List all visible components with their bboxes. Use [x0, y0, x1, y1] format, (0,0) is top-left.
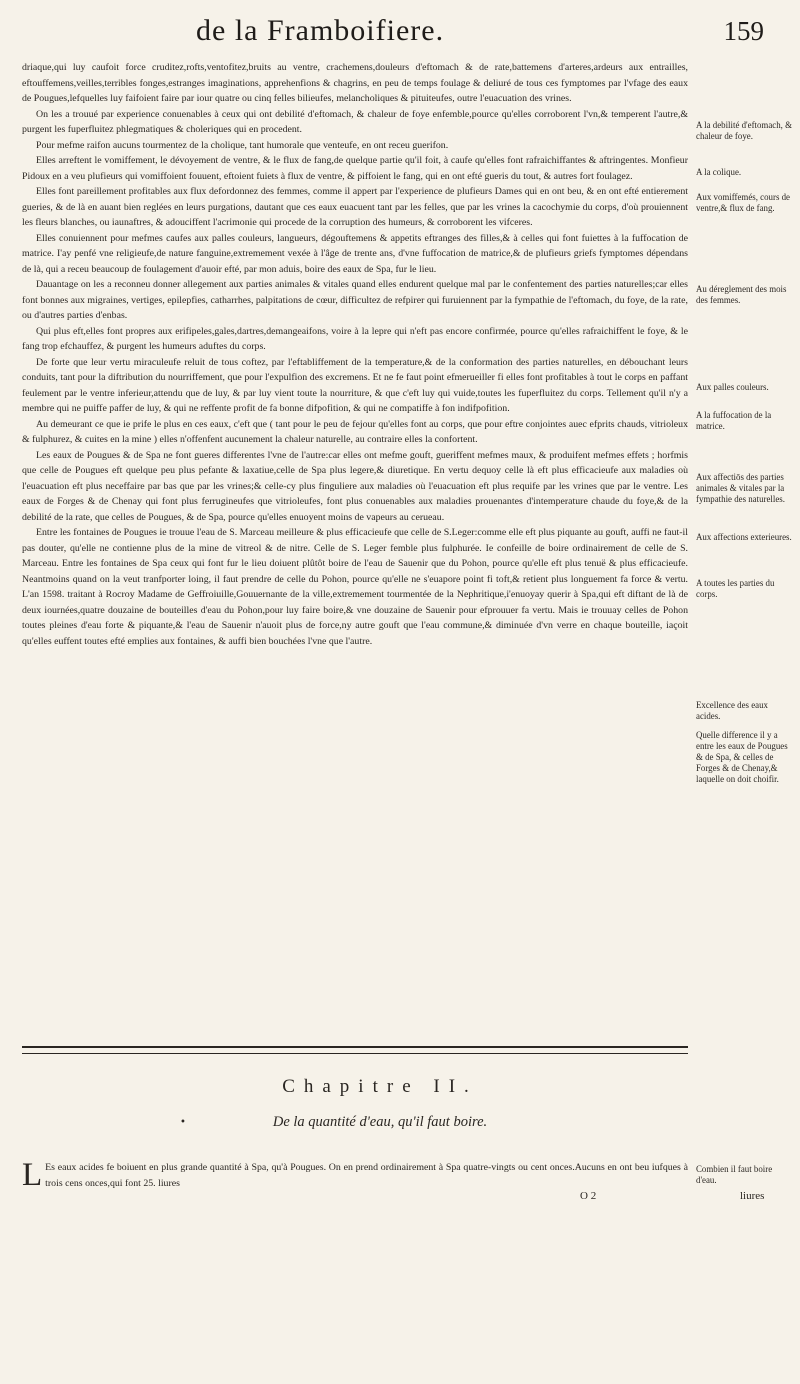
paragraph: driaque,qui luy caufoit force cruditez,rofts,ventofitez,bruits au ventre, crachemens,douleurs d'eftomach & de rate,battemens d'arteres,ardeurs aux entrailles, eftouffemens,veilles,terribles fonges,estranges imaginations, apprehenfions & chagrins, en peu de temps foulage & deliuré de tous ces fymptomes par l'vfage des eaux de Pougues,lefquelles luy faifoient faire par iour quatre ou cinq felles bilieufes, melancholiques & pituiteufes, outre l'euacuation des vrines.	[22, 62, 688, 104]
chapter-subtitle: De la quantité d'eau, qu'il faut boire.	[272, 1114, 488, 1130]
running-title: de la Framboifiere.	[196, 14, 445, 47]
paragraph: Elles conuiennent pour mefmes caufes aux palles couleurs, langueurs, dégouftemens & appetits eftranges des filles,& à celles qui font fuiettes à la fuffocation de matrice. I'ay penfé vne religieufe,de nature fanguine,extremement vexée à l'âge de trente ans, d'vne fuffocation de matrice,& de plufieurs griefs fymptomes dépendans de là, qui a receu beaucoup de foulagement d'auoir efté, par mon aduis, boire des eaux de Spa, fur le lieu.	[22, 232, 688, 275]
paragraph: Elles font pareillement profitables aux flux defordonnez des femmes, comme il appert par l'experience de plufieurs Dames qui en ont beu, & en ont efté entierement gueries, & de là en auant bien reglées en leurs purgations, dautant que ces eaux euacuent tant par les felles, que par les vrines la cacochymie du corps, d'où prouiennent les fleurs blanches, ou iaunaftres, & adouciffent l'acrimonie qui procede de la corruption des humeurs, & corroborent les vifceres.	[22, 186, 688, 228]
margin-note: Quelle difference il y a entre les eaux de Pougues & de Spa, & celles de Forges & de Chenay,& laquelle on doit choifir.	[696, 730, 788, 784]
page-number: 159	[723, 16, 764, 46]
margin-note: Combien il faut boire d'eau.	[696, 1164, 773, 1185]
margin-note: Aux vomiffemés, cours de ventre,& flux de fang.	[696, 192, 790, 213]
paragraph: De forte que leur vertu miraculeufe reluit de tous coftez, par l'eftabliffement de la temperature,& de la conformation des parties naturelles, en débouchant leurs conduits, tant pour la diftribution du nourriffement, que pour l'expulfion des excremens. Et ne fe faut point efmerueiller fi elles font profitables à tout le corps en paffant feulement par le ventre inferieur,attendu que de luy, & par luy vient toute la nourriture, & que c'eft luy qui vuide,toutes les fuperfluitez du corps. Tellement qu'il n'y a membre qui ne puiffe paffer de luy, & qui ne reffente profit de fa bonne difpofition, & qui ne compatiffe à fon indifpofition.	[22, 356, 688, 414]
paragraph: Entre les fontaines de Pougues ie trouue l'eau de S. Marceau meilleure & plus efficacieufe que celle de S.Leger:comme elle eft plus piquante au gouft, auffi ne faut-il pas douter, qu'elle ne contienne plus de la mine de vitreol & de nitre. Celle de S. Leger femble plus fulphurée. Ie confeille de boire ordinairement de celle de S. Marceau. Entre les fontaines de Spa ceux qui font fur le lieu doiuent plûtôt boire de l'eau de Sauenir que du Pohon, pource qu'elle eft plus tenuë & plus efficacieufe. Neantmoins quand on la veut tranfporter loing, il faut prendre de celle du Pohon, pource qu'elle ne s'euapore point fi toft,& retient plus longuement fa force & vertu. L'an 1598. traitant à Rocroy Madame de Geffroiuille,Gouuernante de la ville,extremement tourmentée de la Nephritique,i'enuoyay querir à Spa,qui eft diftant de là de deux iournées,quatre douzaine de bouteilles d'eau du Pohon,pour luy faire boire,& vne douzaine de Sauenir pour efprouuer fa vertu. Mais ie trouuay celles de Pohon toutes pleines d'eau forte & piquante,& l'eau de Sauenir n'auoit plus de force,ny autre gouft que l'eau commune,& diminuée d'vn verre en chaque bouteille, iaçoit qu'elles euffent toutes efté emplies aux fontaines, & auffi bien bouchées l'vne que l'autre.	[22, 527, 688, 647]
running-head	[0, 14, 800, 54]
signature-mark: O 2	[580, 1190, 597, 1202]
section-rule	[22, 1046, 688, 1054]
margin-note: A la debilité d'eftomach, & chaleur de foye.	[696, 120, 792, 141]
margin-note: Excellence des eaux acides.	[696, 700, 768, 721]
margin-note: Aux palles couleurs.	[696, 382, 769, 392]
margin-note: Aux affectiōs des parties animales & vitales par la fympathie des naturelles.	[696, 472, 785, 504]
drop-capital: L	[22, 1157, 43, 1193]
margin-note: Aux affections exterieures.	[696, 532, 792, 542]
paragraph: Elles arreftent le vomiffement, le dévoyement de ventre, & le flux de fang,de quelque partie qu'il foit, à caufe qu'elles font rafraichiffantes & aftringentes. Monfieur Pidoux en a veu plufieurs qui vomiffoient fouuent, eftoient fuiets à flux de ventre, & piffoient le fang, qui en ont efté gueris du tout, & autres fort foulagez.	[22, 155, 688, 182]
chapter-opening	[22, 1157, 688, 1193]
paragraph: Pour mefme raifon aucuns tourmentez de la cholique, tant humorale que venteufe, en ont receu guerifon.	[36, 139, 449, 151]
margin-note: A la fuffocation de la matrice.	[696, 410, 772, 431]
margin-note: A toutes les parties du corps.	[696, 578, 775, 599]
chapter-text: Es eaux acides fe boiuent en plus grande quantité à Spa, qu'à Pougues. On en prend ordinairement à Spa quatre-vingts ou cent onces.Aucuns en ont beu iufques à trois cens onces,qui font 25. liures	[45, 1162, 688, 1189]
body-text	[22, 60, 688, 649]
chapter-heading: Chapitre II.	[282, 1076, 478, 1097]
catchword: liures	[740, 1190, 765, 1202]
paragraph: Qui plus eft,elles font propres aux erifipeles,gales,dartres,demangeaifons, voire à la lepre qui n'eft pas encore confirmée, pource qu'elles rafraichiffent le foye, & le fang trop efchauffez, & purgent les humeurs aduftes du corps.	[22, 325, 688, 352]
paragraph: On les a trouué par experience conuenables à ceux qui ont debilité d'eftomach, & chaleur de foye enfemble,pource qu'elles corroborent l'vn,& temperent l'autre,& purgent les fuperfluitez phlegmatiques & choleriques qui en procedent.	[22, 108, 688, 135]
paragraph: Au demeurant ce que ie prife le plus en ces eaux, c'eft que ( tant pour le peu de fejour qu'elles font au corps, que pour eftre conjointes auec efprits chauds, vitrioleux & fulphurez, & cuites en la mine ) elles n'offenfent aucunement la chaleur naturelle, au contraire elles la confortent.	[22, 418, 688, 445]
paragraph: Dauantage on les a reconneu donner allegement aux parties animales & vitales quand elles endurent quelque mal par le confentement des parties naturelles;car elles font bonnes aux migraines, vertiges, epilepfies, catharrhes, palpitations de cœur, difficultez de refpirer qui furuiennent par la fympathie de l'eftomach, du foye, de la rate, ou d'autres parties d'enbas.	[22, 279, 688, 321]
paragraph: Les eaux de Pougues & de Spa ne font gueres differentes l'vne de l'autre:car elles ont mefme gouft, gueriffent mefmes maux, & produifent mefmes effets ; horfmis que celle de Pougues eft quelque peu plus pefante & laxatiue,celle de Spa plus legere,& diuretique. En vertu dequoy celle là eft plus efficacieufe aux maladies où l'euacuation eft plus neceffaire par bas que par les vrines;& celle-cy plus finguliere aux maladies où l'euacuation eft plus requife par les vrines que par le ventre. Les eaux de Forges & de Chenay qui font plus ferrugineufes que vitrioleufes, font plus conuenables aux maladies prouenantes d'intemperature chaude du foye,& de la debilité de la rate, que celles de Pougues, & de Spa, pource qu'elles enuoyent moins de vapeurs au cerueau.	[22, 449, 688, 523]
ornament-icon: •	[180, 1117, 186, 1128]
margin-note: A la colique.	[696, 167, 742, 177]
margin-note: Au déreglement des mois des femmes.	[696, 284, 787, 305]
